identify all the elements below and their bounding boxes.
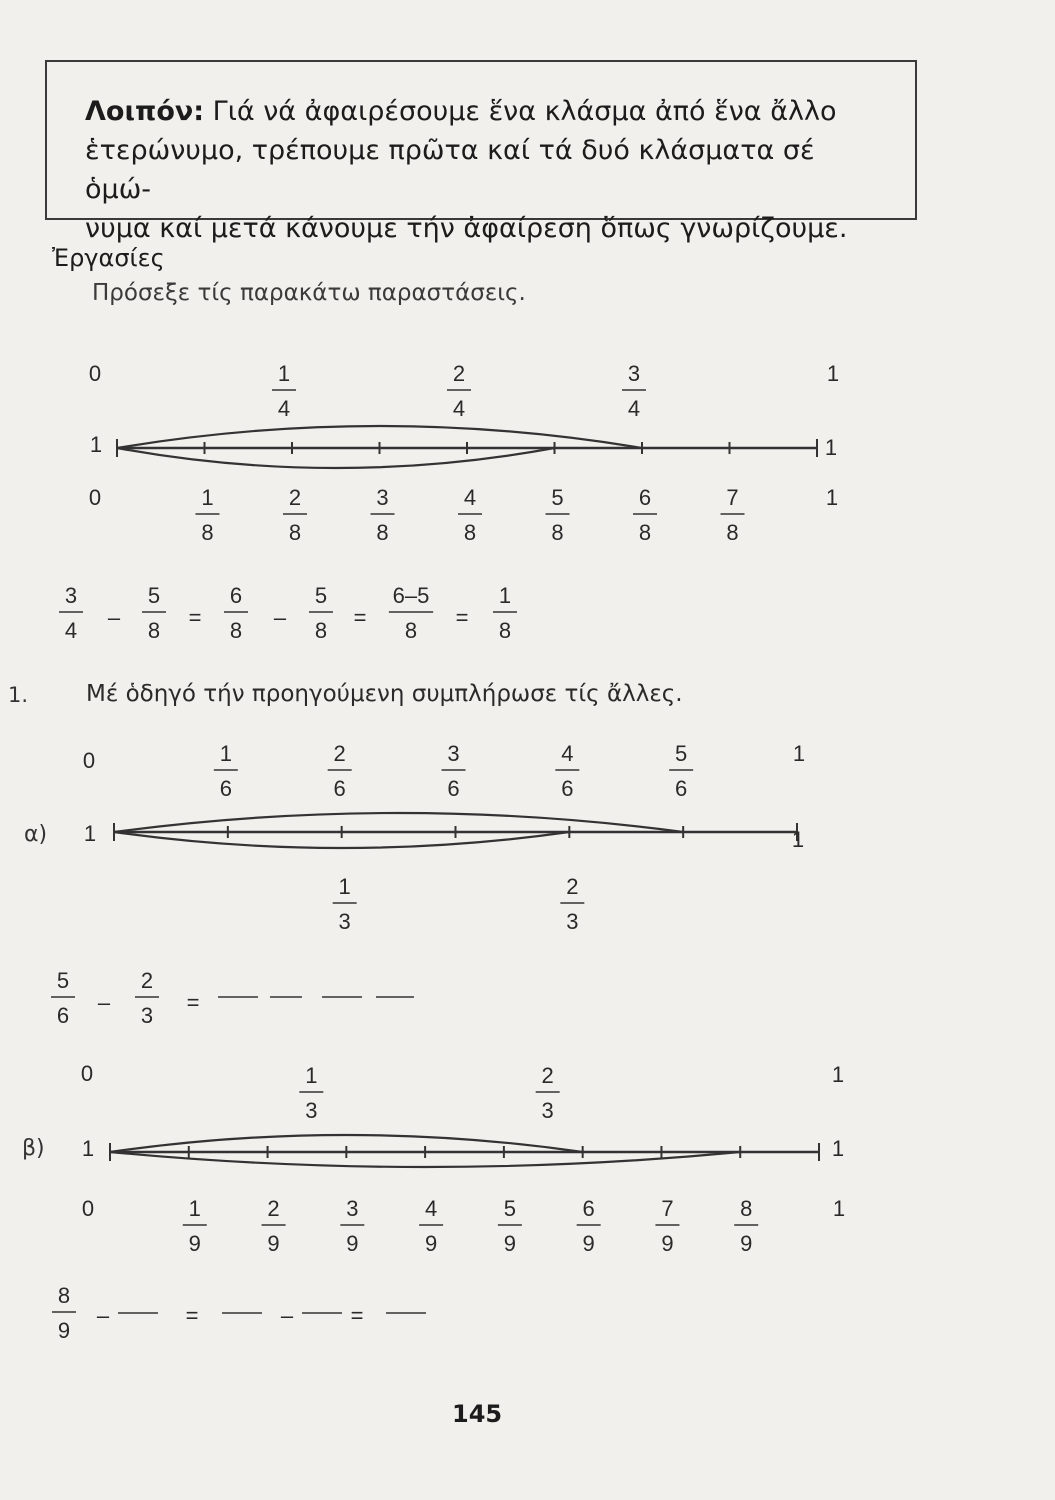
part-b-bottom-fraction-1-denominator: 9: [188, 1231, 201, 1256]
part-b-top-one: 1: [831, 1062, 845, 1087]
part-b-equation-term-1-denominator: 9: [57, 1318, 71, 1343]
example-bottom-fraction-6-numerator: 6: [638, 485, 652, 510]
part-a-top-fraction-4-denominator: 6: [561, 776, 574, 801]
example-bottom-fraction-3-numerator: 3: [376, 485, 389, 510]
part-a-top-fraction-4-numerator: 4: [561, 741, 574, 766]
part-b-bottom-fraction-7-denominator: 9: [661, 1231, 674, 1256]
part-b-equation-op-4: =: [350, 1303, 364, 1328]
exercise-number: 1.: [8, 683, 29, 707]
instruction-text: Πρόσεξε τίς παρακάτω παραστάσεις.: [92, 280, 526, 306]
part-a-bottom-fraction-2-denominator: 3: [566, 909, 579, 934]
example-bottom-fraction-7-numerator: 7: [726, 485, 739, 510]
part-b-bottom-fraction-6-denominator: 9: [582, 1231, 595, 1256]
example-top-zero: 0: [88, 361, 102, 386]
example-bottom-one: 1: [825, 485, 839, 510]
example-equation-term-4-numerator: 5: [314, 583, 328, 608]
part-b-bottom-fraction-7-numerator: 7: [661, 1196, 674, 1221]
part-a-top-fraction-2-denominator: 6: [333, 776, 346, 801]
example-bottom-fraction-4-denominator: 8: [463, 520, 477, 545]
part-a-line-start-label: 1: [83, 821, 97, 846]
part-b-equation-term-1-numerator: 8: [57, 1283, 71, 1308]
example-equation-op-2: =: [188, 605, 202, 630]
example-bottom-fraction-2-numerator: 2: [288, 485, 302, 510]
part-a-top-fraction-5-denominator: 6: [675, 776, 688, 801]
example-bottom-fraction-2-denominator: 8: [288, 520, 302, 545]
example-equation-term-6-numerator: 1: [498, 583, 512, 608]
part-a-equation-op-1: –: [97, 990, 111, 1015]
part-b-equation-op-1: –: [96, 1303, 110, 1328]
part-b-bottom-fraction-6-numerator: 6: [582, 1196, 595, 1221]
part-a-line-end-label: 1: [791, 827, 805, 852]
example-top-one: 1: [826, 361, 840, 386]
page-number: 145: [452, 1400, 503, 1428]
part-a-top-fraction-3-denominator: 6: [447, 776, 460, 801]
part-b-label: β): [22, 1136, 45, 1161]
rule-lead: Λοιπόν:: [85, 96, 205, 127]
example-bottom-fraction-1-numerator: 1: [201, 485, 214, 510]
part-a-bottom-fraction-2-numerator: 2: [566, 874, 579, 899]
part-b-equation-op-3: –: [280, 1303, 294, 1328]
part-a-label: α): [24, 822, 48, 847]
example-equation-op-5: =: [455, 605, 469, 630]
exercise-instruction: Μέ ὁδηγό τήν προηγούμενη συμπλήρωσε τίς ἄλλες.: [86, 681, 683, 707]
example-equation-term-3-denominator: 8: [229, 618, 243, 643]
part-b-top-zero: 0: [80, 1061, 94, 1086]
section-heading: Ἐργασίες: [52, 244, 165, 272]
part-b-top-fraction-1-denominator: 3: [305, 1098, 318, 1123]
example-bottom-fraction-4-numerator: 4: [463, 485, 477, 510]
part-b-bottom-fraction-5-numerator: 5: [503, 1196, 517, 1221]
rule-text-1: Γιά νά ἀφαιρέσουμε ἕνα κλάσμα ἀπό ἕνα ἄλλο: [212, 96, 837, 127]
part-a-top-fraction-1-numerator: 1: [219, 741, 232, 766]
example-equation-term-4-denominator: 8: [314, 618, 328, 643]
example-bottom-fraction-6-denominator: 8: [638, 520, 652, 545]
part-b-bottom-fraction-8-denominator: 9: [740, 1231, 753, 1256]
part-a-bottom-fraction-1-denominator: 3: [338, 909, 351, 934]
part-b-line-end-label: 1: [831, 1136, 845, 1161]
example-top-fraction-3-denominator: 4: [627, 396, 641, 421]
part-b-bottom-one: 1: [832, 1196, 846, 1221]
example-bottom-fraction-5-numerator: 5: [551, 485, 564, 510]
part-b-bottom-fraction-2-numerator: 2: [267, 1196, 280, 1221]
example-equation-term-1-numerator: 3: [64, 583, 78, 608]
example-top-fraction-1-denominator: 4: [277, 396, 291, 421]
example-bottom-fraction-1-denominator: 8: [201, 520, 214, 545]
part-a-equation-term-1-denominator: 6: [56, 1003, 70, 1028]
part-b-bottom-fraction-4-denominator: 9: [424, 1231, 438, 1256]
part-b-bottom-fraction-1-numerator: 1: [188, 1196, 201, 1221]
example-equation-term-3-numerator: 6: [229, 583, 243, 608]
example-line-end-label: 1: [824, 435, 838, 460]
example-top-fraction-1-numerator: 1: [277, 361, 291, 386]
rule-line-3: νυμα καί μετά κάνουμε τήν ἀφαίρεση ὅπως γνωρίζουμε.: [85, 213, 848, 244]
part-b-bottom-fraction-4-numerator: 4: [424, 1196, 438, 1221]
part-b-bottom-fraction-8-numerator: 8: [740, 1196, 753, 1221]
part-a-top-fraction-1-denominator: 6: [219, 776, 232, 801]
example-top-fraction-2-numerator: 2: [452, 361, 466, 386]
part-b-top-fraction-2-denominator: 3: [541, 1098, 554, 1123]
example-bottom-fraction-3-denominator: 8: [376, 520, 389, 545]
example-bottom-zero: 0: [88, 485, 102, 510]
part-b-top-fraction-1-numerator: 1: [305, 1063, 318, 1088]
part-a-arc-five-sixths: [114, 813, 683, 832]
example-equation-term-6-denominator: 8: [498, 618, 512, 643]
part-a-equation-term-2-numerator: 2: [140, 968, 154, 993]
part-a-top-fraction-2-numerator: 2: [333, 741, 346, 766]
part-a-equation-term-2-denominator: 3: [140, 1003, 154, 1028]
rule-line-2: ἑτερώνυμο, τρέπουμε πρῶτα καί τά δυό κλάσματα σέ ὁμώ-: [85, 135, 815, 205]
example-top-fraction-3-numerator: 3: [627, 361, 641, 386]
example-equation-op-4: =: [353, 605, 367, 630]
part-b-bottom-fraction-2-denominator: 9: [267, 1231, 280, 1256]
part-a-bottom-fraction-1-numerator: 1: [338, 874, 351, 899]
part-b-bottom-fraction-3-numerator: 3: [346, 1196, 359, 1221]
part-a-top-one: 1: [792, 741, 806, 766]
example-equation-op-1: –: [107, 605, 121, 630]
part-b-bottom-fraction-3-denominator: 9: [346, 1231, 359, 1256]
part-b-top-fraction-2-numerator: 2: [541, 1063, 554, 1088]
part-a-equation-op-2: =: [186, 990, 200, 1015]
example-line-start-label: 1: [89, 432, 103, 457]
part-a-top-fraction-5-numerator: 5: [675, 741, 688, 766]
part-b-equation-op-2: =: [185, 1303, 199, 1328]
part-a-top-zero: 0: [82, 748, 96, 773]
example-equation-term-5-numerator: 6–5: [392, 583, 430, 608]
example-equation-term-1-denominator: 4: [64, 618, 78, 643]
part-a-top-fraction-3-numerator: 3: [447, 741, 460, 766]
part-b-bottom-zero: 0: [81, 1196, 95, 1221]
example-arc-five-eighths: [117, 448, 555, 468]
example-equation-term-2-numerator: 5: [147, 583, 161, 608]
part-b-bottom-fraction-5-denominator: 9: [503, 1231, 517, 1256]
example-bottom-fraction-7-denominator: 8: [726, 520, 739, 545]
part-a-equation-term-1-numerator: 5: [56, 968, 70, 993]
example-bottom-fraction-5-denominator: 8: [551, 520, 564, 545]
part-b-line-start-label: 1: [81, 1136, 95, 1161]
example-equation-op-3: –: [273, 605, 287, 630]
example-equation-term-2-denominator: 8: [147, 618, 161, 643]
example-equation-term-5-denominator: 8: [404, 618, 418, 643]
example-top-fraction-2-denominator: 4: [452, 396, 466, 421]
